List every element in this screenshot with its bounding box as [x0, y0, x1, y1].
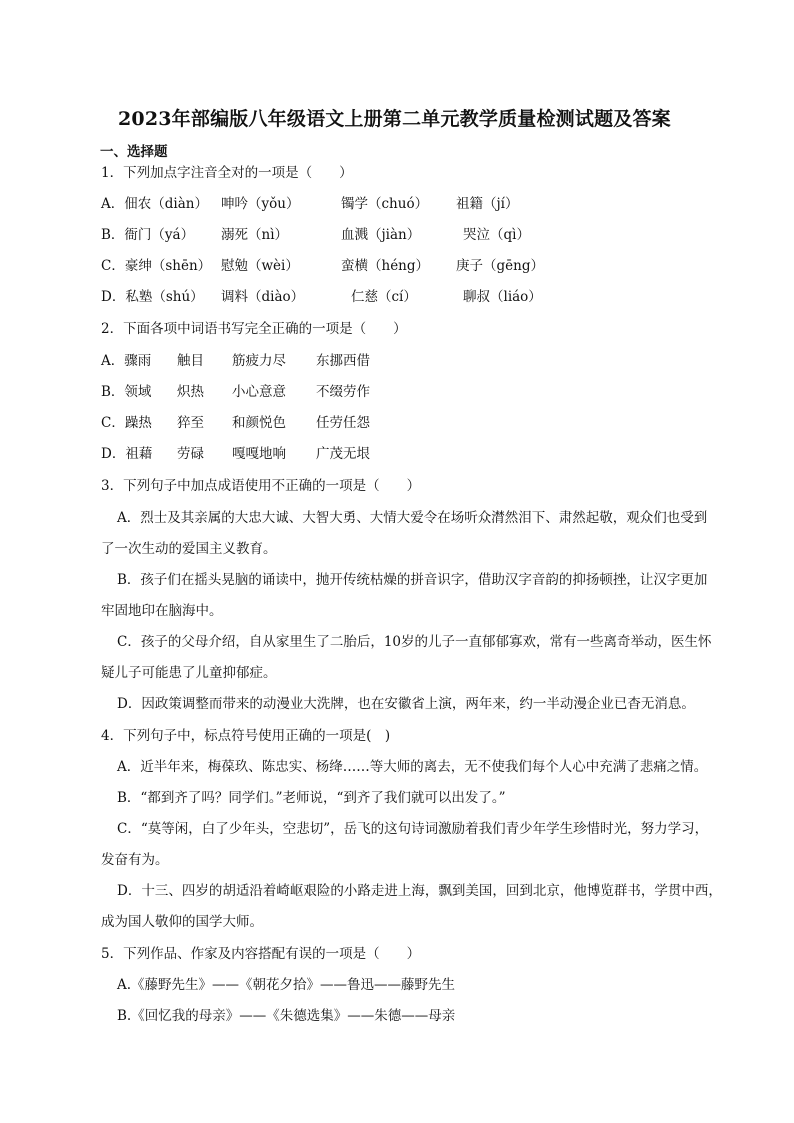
option-cell: 哭泣（qì） — [463, 227, 530, 243]
option-cell: 筋疲力尽 — [232, 353, 286, 369]
option-cell: 广茂无垠 — [316, 446, 370, 462]
option-cell: 劳碌 — [177, 446, 204, 462]
option-cell: 祖籍（jí） — [456, 196, 519, 212]
option-cell: C．躁热 — [101, 415, 152, 431]
option-cell: 和颜悦色 — [232, 415, 286, 431]
option-cell: 不缀劳作 — [316, 384, 370, 400]
option-cell: 聊叔（liáo） — [463, 289, 542, 305]
question-3-stem: 3．下列句子中加点成语使用不正确的一项是（ ） — [101, 478, 421, 494]
option-cell: 镯学（chuó） — [341, 196, 429, 212]
question-4-option-a: A．近半年来，梅葆玖、陈忠实、杨绛……等大师的离去，无不使我们每个人心中充满了悲痛之情。 — [117, 759, 708, 775]
section-heading-choice: 一、选择题 — [100, 144, 168, 160]
question-3-option-d: D．因政策调整而带来的动漫业大洗牌，也在安徽省上演，两年来，约一半动漫企业已杳无消息。 — [117, 696, 695, 712]
option-cell: D．私塾（shú） — [101, 289, 204, 305]
question-3-option-a: A．烈士及其亲属的大忠大诚、大智大勇、大情大爱令在场听众潸然泪下、肃然起敬，观众们也受到 — [117, 510, 708, 526]
option-cell: 庚子（gēng） — [456, 258, 544, 274]
question-3-option-a-cont: 了一次生动的爱国主义教育。 — [101, 541, 277, 557]
option-cell: 触目 — [177, 353, 204, 369]
option-cell: D．祖藉 — [101, 446, 153, 462]
option-cell: 炽热 — [177, 384, 204, 400]
question-4-option-d: D．十三、四岁的胡适沿着崎岖艰险的小路走进上海，飘到美国，回到北京，他博览群书，学贯中西， — [117, 883, 722, 899]
option-cell: 血溅（jiàn） — [341, 227, 421, 243]
option-cell: A．佃农（diàn） — [101, 196, 208, 212]
question-3-option-b-cont: 牢固地印在脑海中。 — [101, 603, 223, 619]
question-1-stem: 1．下列加点字注音全对的一项是（ ） — [101, 165, 353, 181]
question-5-stem: 5．下列作品、作家及内容搭配有误的一项是（ ） — [101, 946, 421, 962]
option-cell: 仁慈（cí） — [351, 289, 417, 305]
question-4-option-c-cont: 发奋有为。 — [101, 852, 169, 868]
document-title: 2023年部编版八年级语文上册第二单元教学质量检测试题及答案 — [118, 108, 671, 130]
question-4-stem: 4．下列句子中，标点符号使用正确的一项是( ) — [101, 728, 391, 744]
option-cell: A．骤雨 — [101, 353, 152, 369]
question-4-option-c: C．“莫等闲，白了少年头，空悲切”，岳飞的这句诗词激励着我们青少年学生珍惜时光，努力学习， — [117, 821, 709, 837]
option-cell: C．豪绅（shēn） — [101, 258, 212, 274]
option-cell: B．衙门（yá） — [101, 227, 195, 243]
option-cell: B．领域 — [101, 384, 152, 400]
question-3-option-c-cont: 疑儿子可能患了儿童抑郁症。 — [101, 665, 277, 681]
question-5-option-b: B.《回忆我的母亲》——《朱德选集》——朱德——母亲 — [117, 1008, 456, 1024]
question-3-option-c: C．孩子的父母介绍，自从家里生了二胎后，10岁的儿子一直郁郁寡欢，常有一些离奇举动，医生怀 — [117, 634, 712, 650]
option-cell: 慰勉（wèi） — [221, 258, 299, 274]
option-cell: 任劳任怨 — [316, 415, 370, 431]
option-cell: 调料（diào） — [221, 289, 305, 305]
question-5-option-a: A.《藤野先生》——《朝花夕拾》——鲁迅——藤野先生 — [117, 977, 456, 993]
option-cell: 蛮横（héng） — [341, 258, 430, 274]
option-cell: 溺死（nì） — [221, 227, 289, 243]
question-4-option-b: B．“都到齐了吗？同学们。”老师说，“到齐了我们就可以出发了。” — [117, 790, 506, 806]
question-2-stem: 2．下面各项中词语书写完全正确的一项是（ ） — [101, 321, 407, 337]
option-cell: 东挪西借 — [316, 353, 370, 369]
option-cell: 嘎嘎地响 — [232, 446, 286, 462]
option-cell: 猝至 — [177, 415, 204, 431]
question-3-option-b: B．孩子们在摇头晃脑的诵读中，抛开传统枯燥的拼音识字，借助汉字音韵的抑扬顿挫，让汉字更加 — [117, 572, 708, 588]
option-cell: 呻吟（yǒu） — [221, 196, 300, 212]
option-cell: 小心意意 — [232, 384, 286, 400]
question-4-option-d-cont: 成为国人敬仰的国学大师。 — [101, 914, 263, 930]
